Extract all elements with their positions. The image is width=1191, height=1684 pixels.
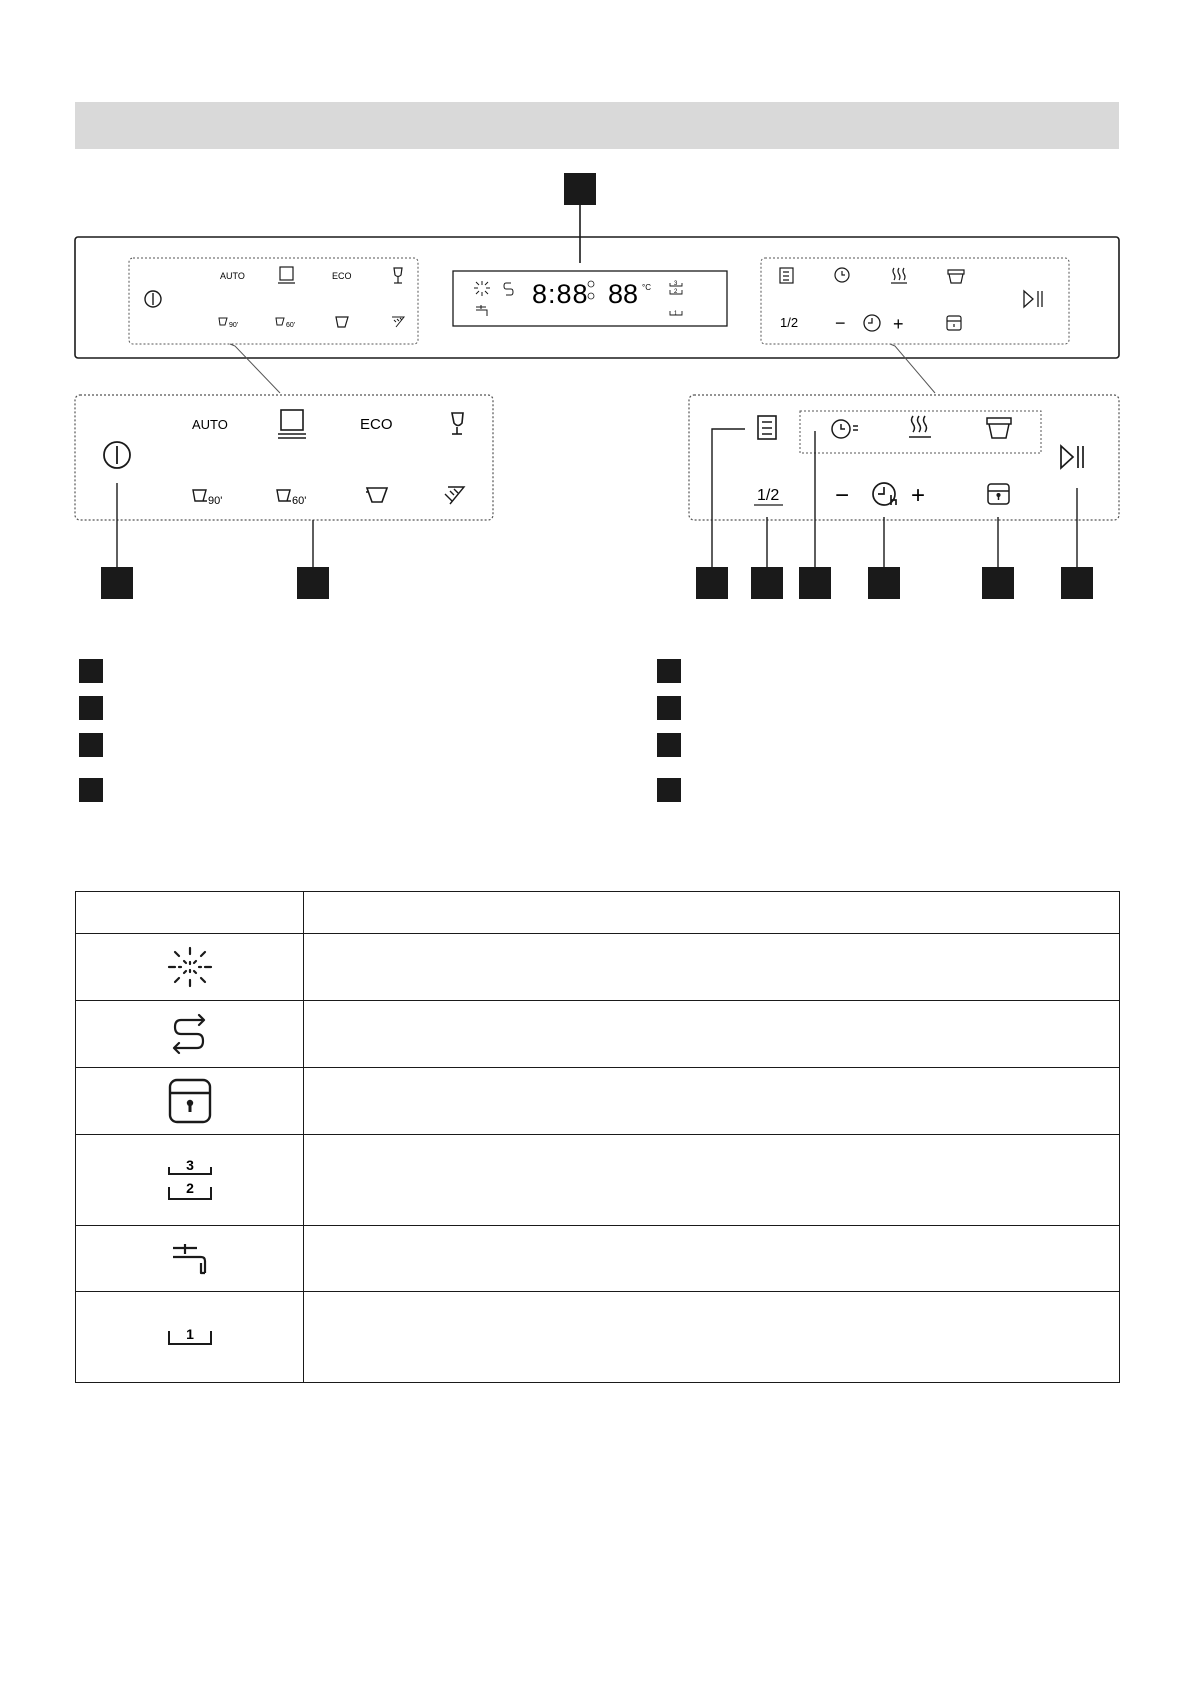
options-menu-icon[interactable] [758,416,776,439]
start-pause-icon[interactable] [1061,446,1083,468]
svg-text:3: 3 [674,281,678,287]
cup-program-icon-small[interactable] [336,317,348,327]
display-time-digits: 8:88 [532,279,589,309]
start-pause-icon-small[interactable] [1024,291,1042,307]
half-load-label[interactable]: 1/2 [757,487,780,504]
auto-label-small[interactable]: AUTO [220,271,245,281]
control-panel-outline [75,237,1119,358]
options-menu-icon-small[interactable] [780,268,793,283]
display-temp-digits: 88 [608,279,639,309]
legend-number-box [657,659,681,683]
eco-label-small[interactable]: ECO [332,271,352,281]
table-row [76,1068,1120,1135]
p60-label: 60' [292,495,307,507]
table-description-cell [304,1226,1120,1292]
delay-minus-small[interactable]: − [835,313,846,333]
salt-indicator-icon [167,1010,213,1058]
basket-level-1-icon [165,1321,215,1353]
callout-power [101,567,133,599]
table-row [76,1292,1120,1383]
table-description-cell [304,1068,1120,1135]
table-row [76,1135,1120,1226]
rinse-aid-indicator-icon [165,944,215,990]
delay-start-icon [873,483,896,505]
quick-90-program-icon[interactable] [193,490,207,501]
panel-right-button-group [761,258,1069,344]
rinse-program-icon[interactable] [445,487,464,504]
callout-program-buttons [297,567,329,599]
delay-start-icon-small [864,315,880,331]
salt-indicator-icon-small [504,283,513,295]
p90-label-small: 90' [229,322,239,329]
callout-half-load [751,567,783,599]
glass-program-icon[interactable] [452,413,463,434]
intensive-program-icon[interactable] [278,410,306,438]
svg-text:1: 1 [674,311,678,317]
quick-60-program-icon[interactable] [277,490,291,501]
control-panel-diagram [0,0,1191,620]
extra-dry-icon-small[interactable] [891,268,907,283]
table-header-row [76,892,1120,934]
child-lock-icon-small[interactable] [947,316,961,330]
machine-care-icon[interactable] [987,418,1011,438]
table-row [76,934,1120,1001]
legend-number-box [657,733,681,757]
svg-text:3: 3 [185,1157,194,1173]
legend-number-box [79,778,103,802]
basket-level-3-2-icon [165,1155,215,1205]
eco-label[interactable]: ECO [360,416,393,433]
table-description-cell [304,1292,1120,1383]
machine-care-icon-small[interactable] [948,270,964,283]
quick-60-program-icon-small[interactable] [276,318,284,325]
water-tap-indicator-icon [168,1239,212,1279]
display-window [453,271,727,326]
zoom-right-button-group [689,395,1119,567]
svg-text:2: 2 [674,289,678,295]
table-description-cell [304,1001,1120,1068]
legend-number-box [657,778,681,802]
svg-text:1: 1 [185,1326,194,1342]
time-saver-icon-small[interactable] [835,268,849,282]
callout-child-lock [982,567,1014,599]
table-description-cell [304,1135,1120,1226]
water-tap-indicator-icon-small [476,305,487,316]
delay-plus[interactable]: + [911,482,926,509]
panel-left-button-group [129,258,418,344]
quick-90-program-icon-small[interactable] [219,318,227,325]
p90-label: 90' [208,495,223,507]
p60-label-small: 60' [286,322,296,329]
door-lock-indicator-icon [165,1077,215,1125]
power-icon[interactable] [145,291,161,307]
time-saver-icon[interactable] [832,420,858,438]
display-temp-unit: °C [642,283,651,292]
legend-number-box [79,696,103,720]
legend-number-box [79,733,103,757]
callout-start-pause [1061,567,1093,599]
glass-program-icon-small[interactable] [394,268,402,283]
table-description-cell [304,934,1120,1001]
callout-display [564,173,596,205]
table-header-cell [304,892,1120,934]
legend-number-box [657,696,681,720]
indicator-symbol-table [75,891,1120,1383]
zoom-left-button-group [75,395,493,567]
rinse-program-icon-small[interactable] [392,317,404,327]
table-header-cell [76,892,304,934]
callout-options-menu [696,567,728,599]
svg-text:2: 2 [185,1180,194,1196]
power-icon[interactable] [104,442,130,468]
delay-plus-small[interactable]: + [893,314,904,334]
callout-option-buttons [799,567,831,599]
delay-minus[interactable]: − [835,482,850,509]
intensive-program-icon-small[interactable] [278,267,295,283]
table-row [76,1226,1120,1292]
child-lock-icon[interactable] [988,484,1009,504]
extra-dry-icon[interactable] [909,416,931,437]
table-row [76,1001,1120,1068]
half-load-label-small[interactable]: 1/2 [780,315,799,330]
rinse-aid-indicator-icon-small [474,281,490,296]
callout-delay-start [868,567,900,599]
legend-number-box [79,659,103,683]
cup-program-icon[interactable] [366,488,387,502]
auto-label[interactable]: AUTO [192,417,228,432]
